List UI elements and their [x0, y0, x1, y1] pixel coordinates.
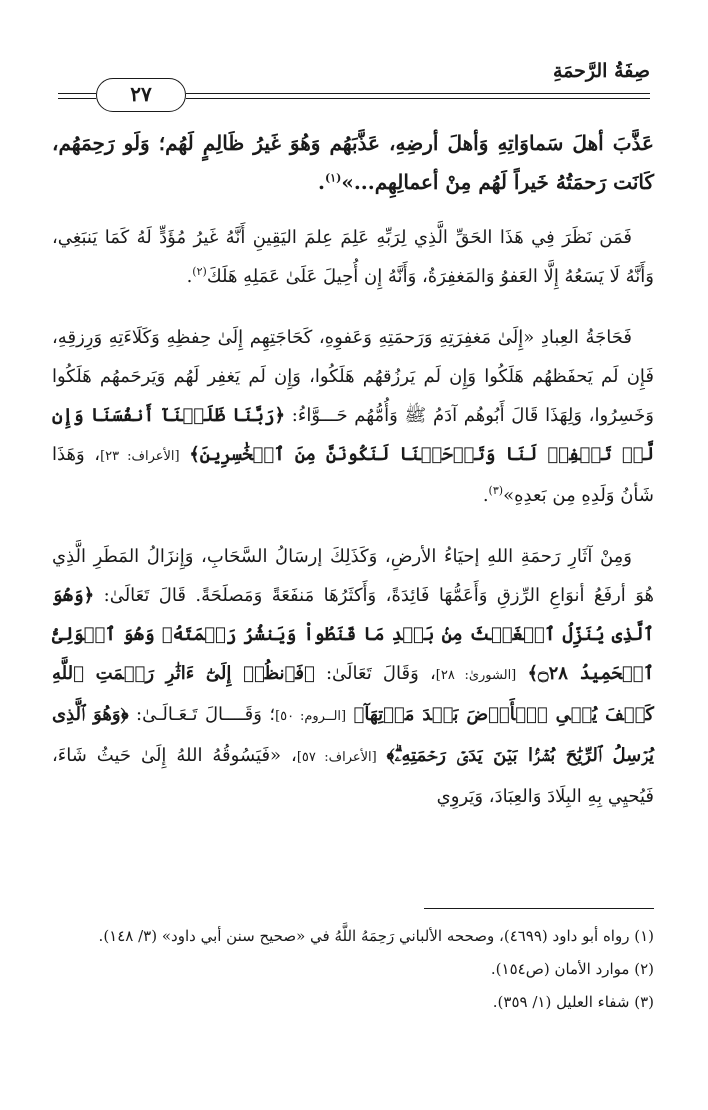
footnote-1: (١) رواه أبو داود (٤٦٩٩)، وصححه الألباني رَحِمَهُ اللَّهُ في «صحيح سنن أبي داود» (٣/ ١٤٨). [98, 927, 654, 945]
paragraph-1-tail: . [317, 170, 325, 194]
footnote-3: (٣) شفاء العليل (١/ ٣٥٩). [492, 993, 654, 1011]
header-rule-left [58, 93, 96, 99]
paragraph-4-text-d: ، «فَيَسُوقُهُ اللهُ إِلَىٰ حَيثُ شَاءَ، فَيُحيِي بِهِ البِلَادَ وَالعِبَادَ، وَيَروِي [52, 745, 654, 807]
header-rule-right [186, 93, 650, 99]
paragraph-1-text: عَذَّبَ أهلَ سَماوَاتِهِ وَأهلَ أرضِهِ، عَذَّبَهُم وَهُوَ غَيرُ ظَالِمٍ لَهُم؛ وَلَو رَحِمَهُم، كَانَت رَحمَتُهُ خَيراً لَهُم مِنْ أعمالِهِم...» [52, 131, 654, 194]
running-title: صِفَةُ الرَّحمَةِ [552, 60, 650, 82]
main-text [52, 124, 654, 816]
paragraph-4-text-a: وَمِنْ آثَارِ رَحمَةِ اللهِ إحيَاءُ الأرضِ، وَكَذَلِكَ إرسَالُ السَّحَابِ، وَإِنزَالُ المَطَرِ الَّذِي هُوَ أرفَعُ أنوَاعِ الرِّزقِ وَأَعَمُّهَا فَائِدَةً، وَأَكثَرُهَا مَنفَعَةً وَمَصلَحَةً. قَالَ تَعَالَىٰ: [52, 546, 654, 606]
paragraph-3 [52, 318, 654, 515]
page-header [58, 58, 650, 112]
paragraph-4 [52, 537, 654, 816]
paragraph-3-tail: . [482, 485, 489, 506]
paragraph-3-text-b: ، وَهَذَا شَأنُ وَلَدِهِ مِن بَعدِهِ» [52, 444, 654, 506]
paragraph-2-tail: . [186, 266, 193, 287]
quran-verse: ﴿رَبَّنَا ظَلَمۡنَآ أَنفُسَنَا وَإِن لَّمۡ تَغۡفِرۡ لَنَا وَتَرۡحَمۡنَا لَنَكُونَنَّ مِنَ ٱلۡخَٰسِرِينَ﴾ [52, 405, 654, 465]
quran-verse: ﴿وَهُوَ ٱلَّذِى يُنَزِّلُ ٱلۡغَيۡثَ مِنۢ بَعۡدِ مَا قَنَطُواْ وَيَنشُرُ رَحۡمَتَهُۥ وَهُوَ ٱلۡوَلِىُّ ٱلۡحَمِيدُ ۝٢٨﴾ [52, 585, 654, 684]
paragraph-3-text-a: فَحَاجَةُ العِبادِ «إِلَىٰ مَغفِرَتِهِ وَرَحمَتِهِ وَعَفوِهِ، كَحَاجَتِهِم إِلَىٰ حِفظِهِ وَكَلَاءَتِهِ وَرِزقِهِ، فَإِن لَم يَحفَظهُم هَلَكُوا وَإِن لَم يَرزُقهُم هَلَكُوا، وَإِن لَم يَغفِر لَهُم وَيَرحَمهُم هَلَكُوا وَخَسِرُوا، وَلِهَذَا قَالَ أَبُوهُم آدَمُ ﷺ وَأُمُّهُم حَـــوَّاءُ: [52, 327, 654, 426]
footnotes [52, 920, 654, 1019]
quran-verse: ﴿وَهُوَ ٱلَّذِى يُرۡسِلُ ٱلرِّيَٰحَ بُشۡرَۢا بَيۡنَ يَدَىۡ رَحۡمَتِهِۦۗ﴾ [52, 704, 654, 766]
paragraph-4-text-b: ، وَقَالَ تَعَالَىٰ: [325, 663, 436, 684]
paragraph-2 [52, 218, 654, 296]
footnote-ref-2: (٢) [192, 265, 207, 278]
quran-verse: ﴿فَٱنظُرۡ إِلَىٰٓ ءَاثَٰرِ رَحۡمَتِ ٱللَّهِ كَيۡفَ يُحۡىِ ٱلۡأَرۡضَ بَعۡدَ مَوۡتِهَآ﴾ [52, 663, 654, 725]
paragraph-2-text: فَمَن نَظَرَ فِي هَذَا الحَقِّ الَّذِي لِرَبِّهِ عَلِمَ عِلمَ اليَقِينِ أَنَّهُ غَيرُ مُؤَدٍّ لَهُ كَمَا يَنبَغِي، وَأَنَّهُ لَا يَسَعُهُ إِلَّا العَفوُ وَالمَغفِرَةُ، وَأَنَّهُ إِن أُحِيلَ عَلَىٰ عَمَلِهِ هَلَكَ [52, 227, 654, 287]
verse-citation: [الشورىٰ: ٢٨] [435, 668, 517, 683]
verse-citation: [الأعراف: ٢٣] [100, 449, 180, 464]
footnote-2: (٢) موارد الأمان (ص١٥٤). [490, 960, 654, 978]
footnote-separator [424, 908, 654, 909]
footnote-ref-3: (٣) [488, 484, 504, 497]
paragraph-1 [52, 124, 654, 202]
verse-citation: [الــروم: ٥٠] [275, 709, 347, 724]
footnote-ref-1: (١) [324, 171, 342, 185]
page-number: ٢٧ [96, 78, 186, 112]
verse-citation: [الأعراف: ٥٧] [296, 750, 377, 765]
paragraph-4-text-c: ؛ وَقَــــالَ تَـعَـالَـىٰ: [136, 704, 276, 725]
